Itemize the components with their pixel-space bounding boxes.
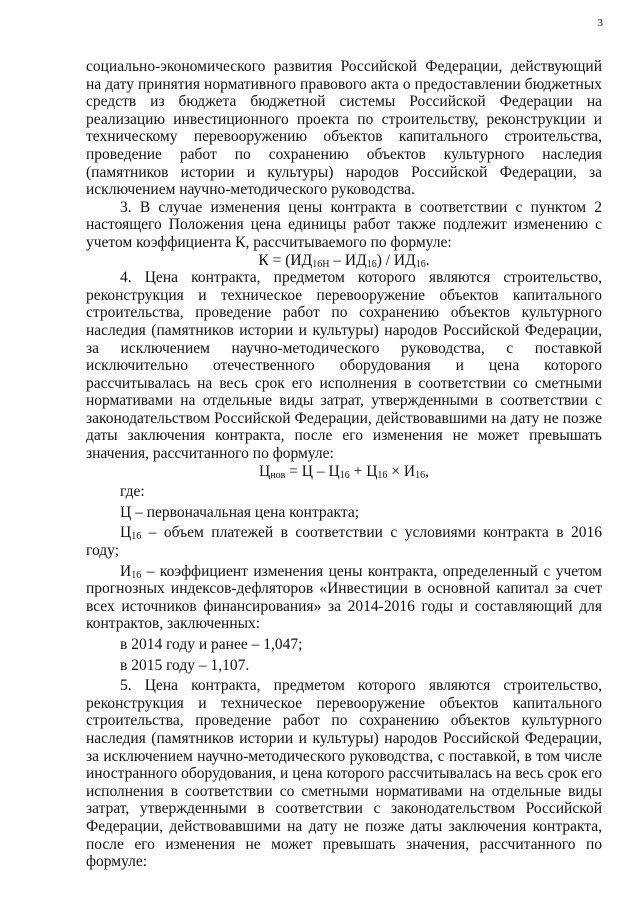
- definition-c: Ц – первоначальная цена контракта;: [120, 503, 360, 521]
- formula-k: $К = (ИД_{16Н} - ИД_{16}) / ИД_{16}$.: [258, 251, 430, 270]
- document-body: [86, 58, 602, 871]
- paragraph-continuation: социально-экономического развития Российской Федерации, действующий на дату принятия нормативного правового акта о предоставлении бюджетных средств из бюджета бюджетной системы Российской Федерации на реализацию инвестиционного проекта по строительству, реконструкции и техническому перевооружению объектов капитального строительства, проведение работ по сохранению объектов культурного наследия (памятников истории и культуры) народов Российской Федерации, за исключением научно-методического руководства.: [86, 58, 602, 199]
- coefficient-2014: в 2014 году и ранее – 1,047;: [120, 636, 303, 653]
- definition-c16: $Ц_{16}$ – объем платежей в соответствии с условиями контракта в 2016 году;: [86, 524, 602, 560]
- where-label: где:: [120, 483, 145, 501]
- definition-i16: $И_{16}$ – коэффициент изменения цены контракта, определенный с учетом прогнозных индексов-дефляторов «Инвестиции в основной капитал за счет всех источников финансирования» за 2014-2016 годы и составляющий для контрактов, заключенных:: [86, 562, 602, 633]
- paragraph-4: 4. Цена контракта, предметом которого являются строительство, реконструкция и техническое перевооружение объектов капитального строительства, проведение работ по сохранению объектов культурного наследия (памятников истории и культуры) народов Российской Федерации, за исключением научно-методического руководства, с поставкой исключительно отечественного оборудования и цена которого рассчитывалась на весь срок его исполнения в соответствии со сметными нормативами на отдельные виды затрат, утвержденными в соответствии с законодательством Российской Федерации, действовавшими на дату не позже даты заключения контракта, после его изменения не может превышать значения, рассчитанного по формуле:: [86, 269, 602, 463]
- page-number: 3: [597, 17, 603, 29]
- paragraph-5: 5. Цена контракта, предметом которого являются строительство, реконструкция и техническое перевооружение объектов капитального строительства, проведение работ по сохранению объектов культурного наследия (памятников истории и культуры) народов Российской Федерации, за исключением научно-методического руководства, с поставкой, в том числе иностранного оборудования, и цена которого рассчитывалась на весь срок его исполнения в соответствии со сметными нормативами на отдельные виды затрат, утвержденными в соответствии с законодательством Российской Федерации, действовавшими на дату не позже даты заключения контракта, после его изменения не может превышать значения, рассчитанного по формуле:: [86, 677, 602, 871]
- paragraph-3: 3. В случае изменения цены контракта в соответствии с пунктом 2 настоящего Положения цена единицы работ также подлежит изменению с учетом коэффициента К, рассчитываемого по формуле:: [86, 198, 602, 251]
- formula-price-new: $Ц_{нов} = Ц - Ц_{16} + Ц_{16} \times И_{16}$,: [259, 462, 429, 481]
- coefficient-2015: в 2015 году – 1,107.: [120, 656, 250, 674]
